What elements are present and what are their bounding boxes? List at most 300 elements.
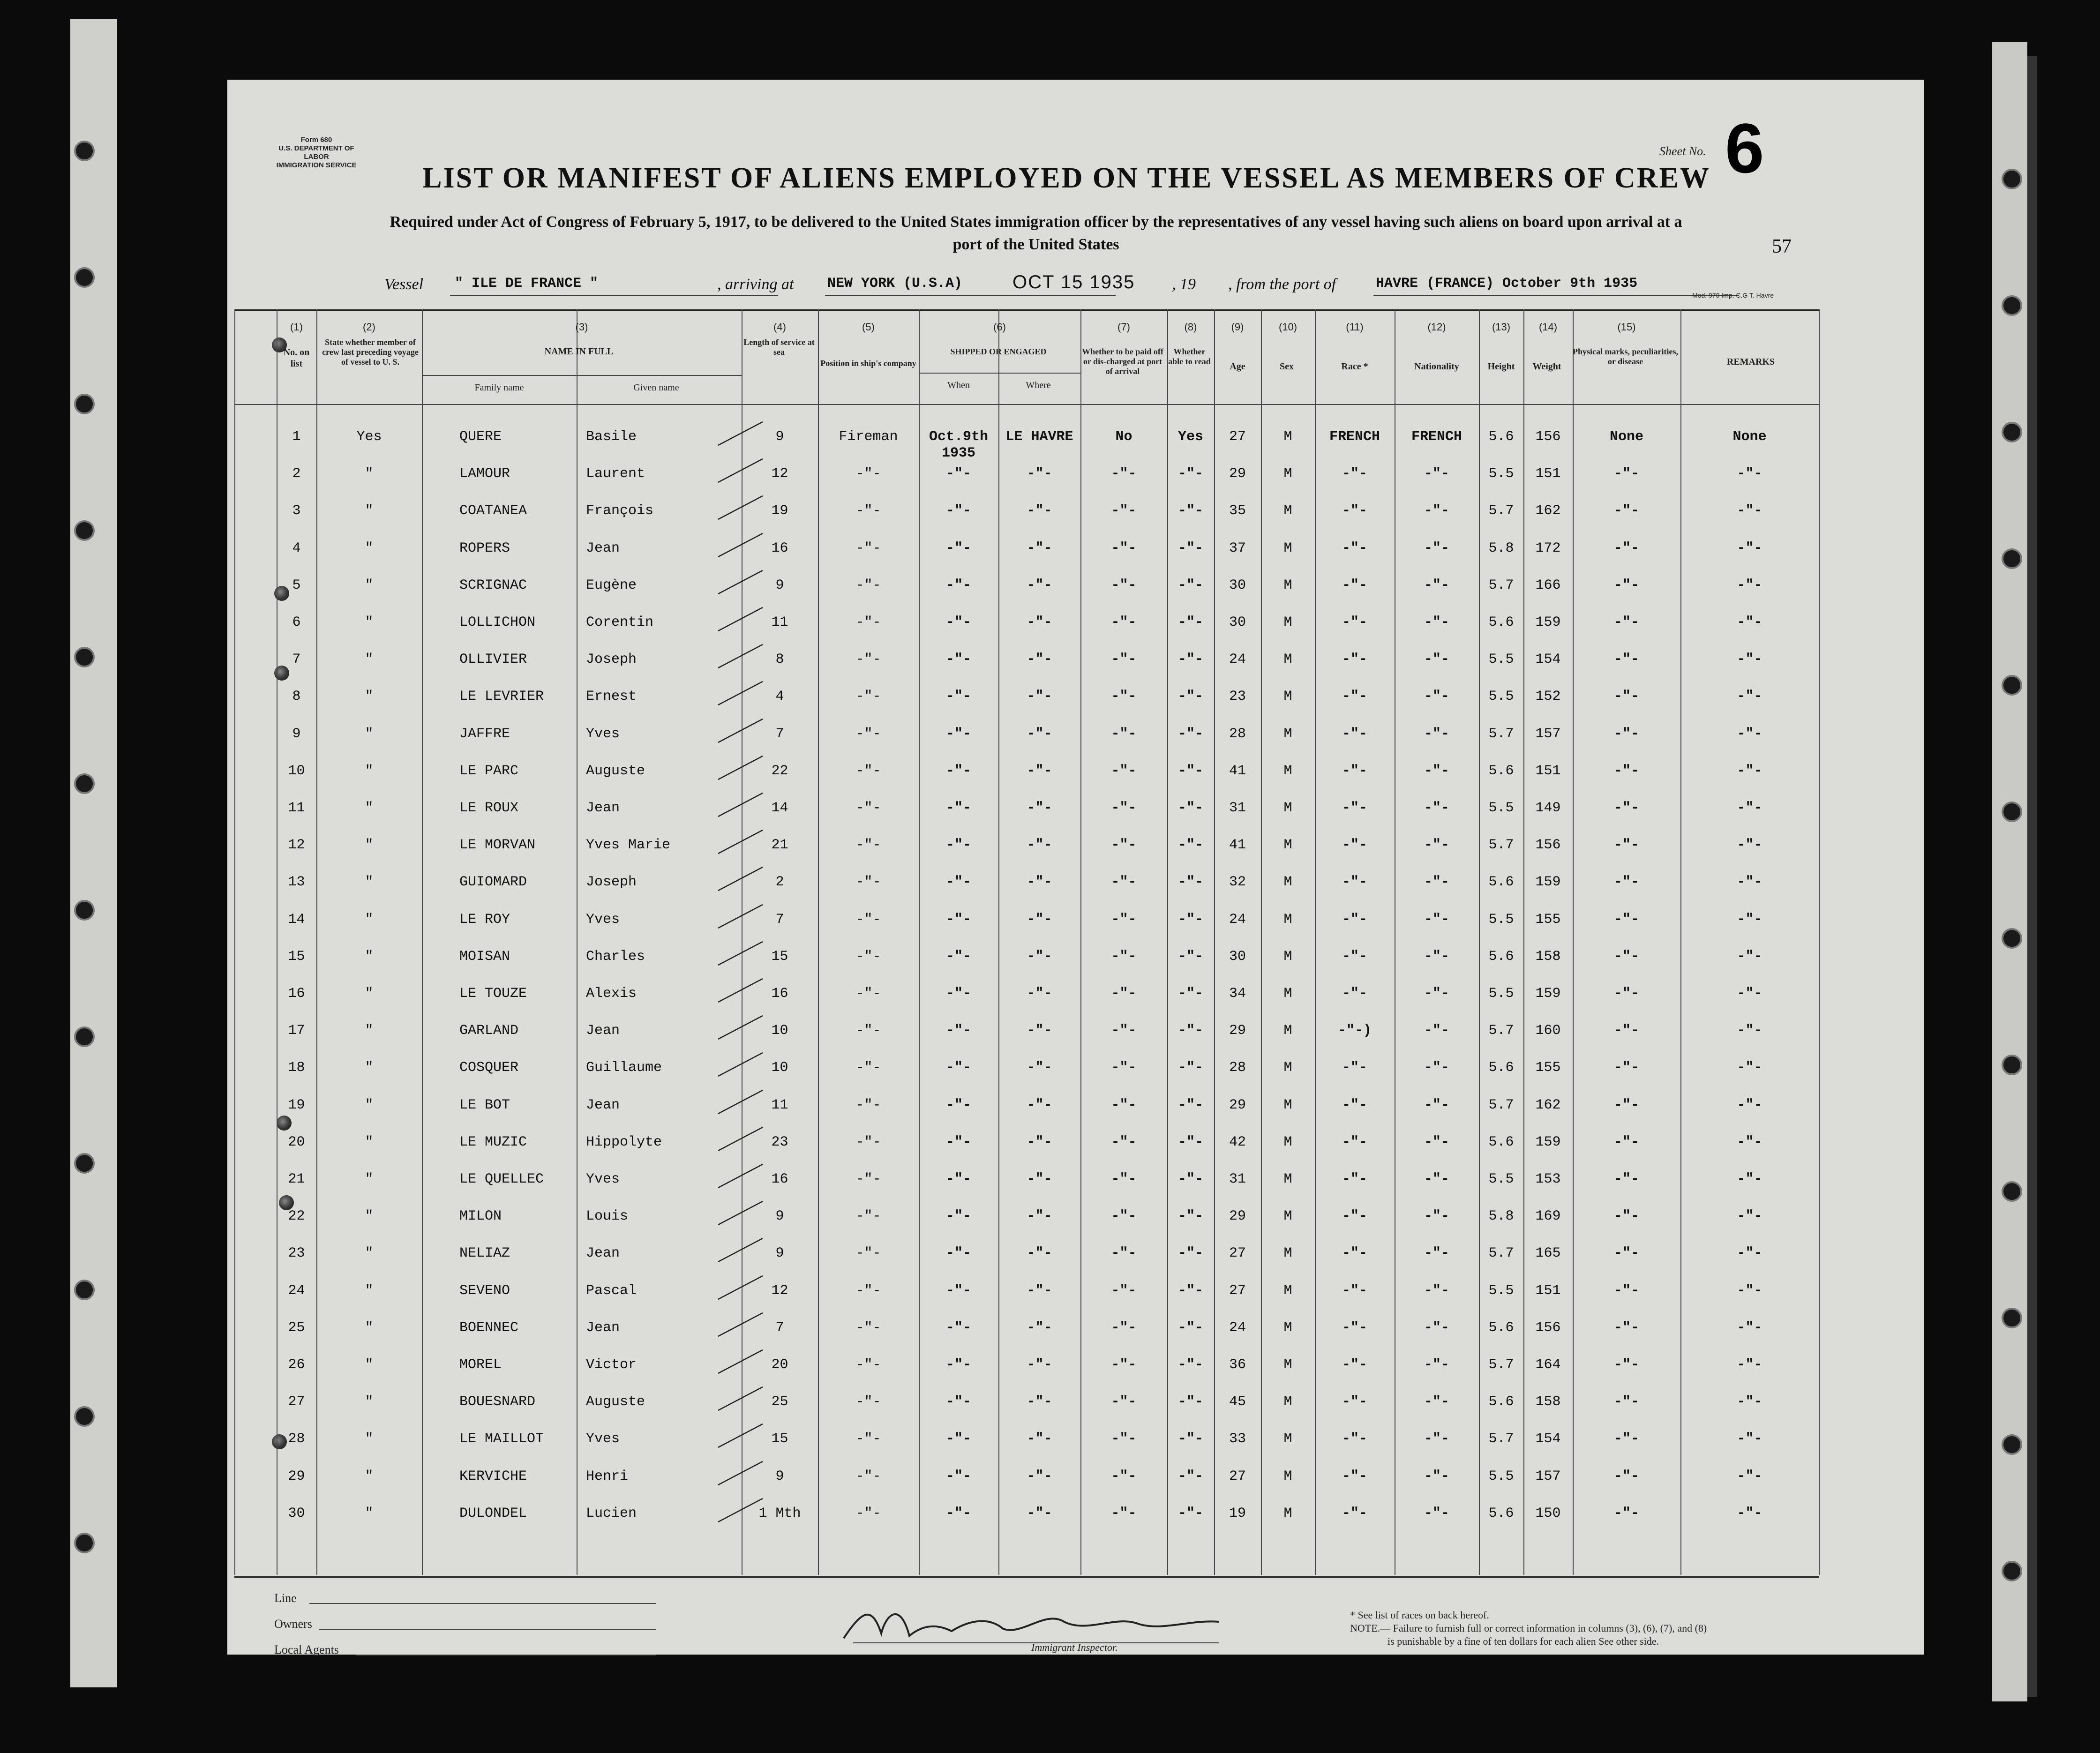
cell-remarks: -"- [1737,614,1762,630]
film-hole-icon [74,773,95,794]
cell-sex: M [1283,1282,1292,1299]
cell-position: -"- [855,1134,881,1150]
cell-given: Charles [586,948,645,965]
cell-height: 5.6 [1488,1319,1514,1336]
cell-paid: -"- [1111,652,1137,668]
cell-state: " [365,540,374,556]
cell-read: -"- [1178,1282,1203,1299]
cell-family: DULONDEL [459,1505,527,1521]
cell-given: Alexis [586,986,637,1002]
cell-where: -"- [1027,726,1052,742]
cell-sex: M [1283,1431,1292,1447]
cell-no: 7 [292,652,301,668]
cell-weight: 157 [1535,1468,1561,1484]
cell-nat: -"- [1424,577,1449,593]
cell-length: 4 [775,689,784,705]
cell-remarks: -"- [1737,1505,1762,1521]
cell-paid: -"- [1111,1468,1137,1484]
cell-position: -"- [855,800,881,816]
column-divider [1214,309,1215,1575]
cell-length: 9 [775,577,784,593]
cell-position: -"- [855,466,881,482]
cell-nat: -"- [1424,1134,1449,1150]
cell-no: 5 [292,577,301,593]
header-remarks: REMARKS [1726,357,1775,367]
owners-label: Owners [274,1617,312,1631]
cell-remarks: -"- [1737,540,1762,556]
column-divider [1819,309,1820,1575]
cell-height: 5.7 [1488,1357,1514,1373]
cell-when: -"- [945,1357,971,1373]
cell-weight: 164 [1535,1357,1561,1373]
column-number: (10) [1278,321,1298,333]
cell-sex: M [1283,577,1292,593]
film-hole-icon [2002,1434,2022,1455]
header-name-in-full: NAME IN FULL [544,346,614,357]
header-position: Position in ship's company [820,359,916,368]
cell-sex: M [1283,1060,1292,1076]
cell-length: 2 [775,874,784,891]
departure-port: HAVRE (FRANCE) October 9th 1935 [1376,276,1638,292]
cell-paid: -"- [1111,800,1137,816]
cell-height: 5.5 [1488,1468,1514,1484]
cell-state: " [365,577,374,593]
footnotes [1350,1609,1781,1648]
cell-given: Yves [586,911,620,928]
column-divider [919,309,920,1575]
check-tick-mark [716,605,767,633]
check-tick-mark [716,1496,767,1524]
cell-no: 9 [292,726,301,742]
cell-no: 19 [288,1097,305,1113]
year-label: , 19 [1172,276,1196,293]
cell-no: 12 [288,837,305,854]
column-divider [577,309,578,1575]
check-tick-mark [716,1422,767,1450]
cell-length: 20 [771,1357,788,1373]
cell-nat: -"- [1424,726,1449,742]
cell-given: Louis [586,1208,629,1225]
cell-age: 28 [1229,1060,1246,1076]
cell-remarks: -"- [1737,1394,1762,1410]
cell-physical: -"- [1613,1394,1639,1410]
cell-when: -"- [945,689,971,705]
film-hole-icon [74,1406,95,1427]
cell-family: SCRIGNAC [459,577,527,593]
cell-given: Yves [586,1431,620,1447]
cell-position: -"- [855,911,881,928]
cell-weight: 158 [1535,948,1561,965]
check-tick-mark [716,902,767,930]
cell-race: -"- [1342,1431,1367,1447]
cell-weight: 152 [1535,689,1561,705]
film-hole-icon [74,520,95,541]
cell-height: 5.6 [1488,614,1514,630]
check-tick-mark [716,1199,767,1227]
cell-where: -"- [1027,1171,1052,1187]
cell-height: 5.6 [1488,1060,1514,1076]
cell-age: 24 [1229,652,1246,668]
cell-age: 29 [1229,1208,1246,1225]
cell-remarks: None [1732,429,1767,445]
cell-race: -"- [1342,1394,1367,1410]
cell-read: -"- [1178,1394,1203,1410]
cell-age: 30 [1229,614,1246,630]
check-tick-mark [716,976,767,1004]
cell-length: 12 [771,1282,788,1299]
cell-position: -"- [855,1357,881,1373]
cell-when: -"- [945,763,971,779]
cell-paid: -"- [1111,986,1137,1002]
film-hole-icon [74,1533,95,1553]
cell-physical: -"- [1613,466,1639,482]
cell-family: LE PARC [459,763,519,779]
header-family-name: Family name [474,382,524,393]
cell-family: SEVENO [459,1282,510,1299]
cell-remarks: -"- [1737,1060,1762,1076]
cell-age: 34 [1229,986,1246,1002]
cell-position: -"- [855,1468,881,1484]
film-hole-icon [2002,1055,2022,1075]
cell-where: -"- [1027,1097,1052,1113]
column-number: (12) [1427,321,1446,333]
cell-no: 14 [288,911,305,928]
cell-family: QUERE [459,429,502,445]
cell-nat: -"- [1424,800,1449,816]
cell-physical: -"- [1613,1171,1639,1187]
cell-given: Jean [586,1023,620,1039]
cell-nat: -"- [1424,1023,1449,1039]
column-divider [277,309,278,1575]
cell-state: " [365,1134,374,1150]
vessel-underline [450,295,778,296]
cell-given: Eugène [586,577,637,593]
cell-where: -"- [1027,540,1052,556]
cell-nat: -"- [1424,652,1449,668]
arrival-underline [825,295,1116,296]
cell-remarks: -"- [1737,1245,1762,1262]
cell-state: " [365,466,374,482]
cell-height: 5.6 [1488,1505,1514,1521]
check-tick-mark [716,457,767,485]
cell-race: -"- [1342,540,1367,556]
cell-paid: -"- [1111,1319,1137,1336]
cell-position: -"- [855,1394,881,1410]
cell-when: -"- [945,1134,971,1150]
cell-age: 42 [1229,1134,1246,1150]
cell-paid: -"- [1111,837,1137,854]
check-tick-mark [716,939,767,967]
cell-weight: 151 [1535,1282,1561,1299]
cell-position: -"- [855,763,881,779]
cell-position: -"- [855,1097,881,1113]
cell-length: 8 [775,652,784,668]
cell-when: -"- [945,1245,971,1262]
cell-where: -"- [1027,1505,1052,1521]
cell-height: 5.6 [1488,1394,1514,1410]
cell-age: 29 [1229,466,1246,482]
cell-physical: -"- [1613,763,1639,779]
cell-nat: -"- [1424,1282,1449,1299]
check-tick-mark [716,1125,767,1153]
cell-physical: -"- [1613,1468,1639,1484]
cell-no: 10 [288,763,305,779]
cell-nat: FRENCH [1411,429,1462,445]
cell-where: -"- [1027,800,1052,816]
cell-position: -"- [855,689,881,705]
cell-length: 11 [771,1097,788,1113]
cell-nat: -"- [1424,763,1449,779]
check-tick-mark [716,679,767,707]
cell-height: 5.6 [1488,763,1514,779]
cell-nat: -"- [1424,540,1449,556]
cell-height: 5.7 [1488,1023,1514,1039]
cell-nat: -"- [1424,1097,1449,1113]
film-hole-icon [2002,675,2022,696]
cell-weight: 172 [1535,540,1561,556]
cell-height: 5.5 [1488,986,1514,1002]
cell-read: -"- [1178,1468,1203,1484]
cell-paid: -"- [1111,1023,1137,1039]
cell-physical: -"- [1613,800,1639,816]
cell-physical: -"- [1613,1134,1639,1150]
cell-where: -"- [1027,911,1052,928]
cell-read: -"- [1178,800,1203,816]
cell-no: 21 [288,1171,305,1187]
cell-read: -"- [1178,652,1203,668]
cell-family: GARLAND [459,1023,519,1039]
cell-remarks: -"- [1737,1431,1762,1447]
cell-nat: -"- [1424,503,1449,519]
cell-no: 26 [288,1357,305,1373]
cell-height: 5.7 [1488,1431,1514,1447]
column-divider [1479,309,1480,1575]
cell-height: 5.7 [1488,577,1514,593]
cell-race: -"-) [1337,1023,1372,1039]
printer-mark: Mod. 970 Imp. C.G T. Havre [1692,292,1774,299]
column-divider [234,309,235,1575]
cell-read: -"- [1178,911,1203,928]
cell-age: 27 [1229,1468,1246,1484]
cell-read: -"- [1178,1357,1203,1373]
cell-position: -"- [855,1023,881,1039]
cell-state: " [365,1394,374,1410]
cell-given: Laurent [586,466,645,482]
cell-when: -"- [945,948,971,965]
cell-weight: 156 [1535,1319,1561,1336]
cell-remarks: -"- [1737,466,1762,482]
cell-family: LE QUELLEC [459,1171,544,1187]
column-divider [998,309,999,1575]
cell-weight: 158 [1535,1394,1561,1410]
cell-where: -"- [1027,577,1052,593]
cell-when: -"- [945,1505,971,1521]
cell-nat: -"- [1424,837,1449,854]
column-divider [1080,309,1081,1575]
cell-remarks: -"- [1737,1023,1762,1039]
cell-where: -"- [1027,1023,1052,1039]
column-divider [1167,309,1168,1575]
column-divider [1523,309,1524,1575]
cell-age: 29 [1229,1023,1246,1039]
cell-height: 5.5 [1488,911,1514,928]
check-tick-mark [716,1348,767,1376]
cell-age: 32 [1229,874,1246,891]
cell-race: -"- [1342,763,1367,779]
cell-given: Ernest [586,689,637,705]
cell-state: " [365,1171,374,1187]
cell-age: 28 [1229,726,1246,742]
cell-read: -"- [1178,1431,1203,1447]
cell-race: -"- [1342,614,1367,630]
cell-length: 9 [775,1245,784,1262]
cell-physical: -"- [1613,1060,1639,1076]
cell-where: -"- [1027,1468,1052,1484]
cell-physical: -"- [1613,1023,1639,1039]
cell-sex: M [1283,911,1292,928]
cell-race: -"- [1342,986,1367,1002]
form-number: Form 680 [300,136,332,144]
cell-position: -"- [855,1319,881,1336]
film-hole-icon [2002,169,2022,189]
cell-when: -"- [945,652,971,668]
cell-physical: -"- [1613,540,1639,556]
check-tick-mark [716,1013,767,1041]
cell-state: " [365,1505,374,1521]
page-title: LIST OR MANIFEST OF ALIENS EMPLOYED ON THE VESSEL AS MEMBERS OF CREW [422,162,1710,194]
manifest-table [234,309,1819,1578]
cell-sex: M [1283,466,1292,482]
cell-no: 15 [288,948,305,965]
cell-nat: -"- [1424,614,1449,630]
cell-state: " [365,763,374,779]
cell-read: -"- [1178,726,1203,742]
column-number: (1) [290,321,303,333]
cell-paid: -"- [1111,1357,1137,1373]
cell-position: -"- [855,503,881,519]
cell-age: 24 [1229,911,1246,928]
cell-state: " [365,1468,374,1484]
cell-remarks: -"- [1737,1468,1762,1484]
cell-family: MILON [459,1208,502,1225]
cell-race: -"- [1342,1171,1367,1187]
cell-family: MOISAN [459,948,510,965]
film-hole-icon [74,647,95,667]
form-header [270,136,363,170]
header-able-read: Whether able to read [1168,347,1211,366]
cell-nat: -"- [1424,1357,1449,1373]
cell-sex: M [1283,1171,1292,1187]
department-name: U.S. DEPARTMENT OF LABOR [278,144,354,161]
cell-position: -"- [855,1245,881,1262]
sheet-number: 6 [1725,109,1764,187]
cell-read: -"- [1178,577,1203,593]
cell-physical: -"- [1613,837,1639,854]
cell-state: " [365,874,374,891]
cell-paid: -"- [1111,874,1137,891]
cell-remarks: -"- [1737,1319,1762,1336]
service-name: IMMIGRATION SERVICE [276,161,357,169]
cell-length: 14 [771,800,788,816]
cell-position: -"- [855,986,881,1002]
cell-paid: -"- [1111,1431,1137,1447]
cell-read: -"- [1178,466,1203,482]
cell-state: " [365,1208,374,1225]
cell-weight: 162 [1535,503,1561,519]
cell-age: 30 [1229,948,1246,965]
cell-nat: -"- [1424,911,1449,928]
cell-sex: M [1283,652,1292,668]
cell-paid: -"- [1111,726,1137,742]
owners-field [319,1629,656,1630]
cell-state: " [365,503,374,519]
cell-family: MOREL [459,1357,502,1373]
cell-where: -"- [1027,1431,1052,1447]
check-tick-mark [716,1050,767,1079]
cell-given: Jean [586,1097,620,1113]
row-1-when-year: 1935 [941,445,975,461]
cell-read: -"- [1178,689,1203,705]
column-number: (4) [773,321,786,333]
cell-no: 24 [288,1282,305,1299]
column-number: (3) [575,321,588,333]
header-physical-marks: Physical marks, peculiarities, or disease [1573,347,1678,366]
cell-when: -"- [945,1060,971,1076]
header-sex: Sex [1280,361,1294,372]
cell-age: 29 [1229,1097,1246,1113]
cell-weight: 155 [1535,1060,1561,1076]
arriving-label: , arriving at [717,276,794,293]
check-tick-mark [716,828,767,856]
subtitle [262,211,1809,256]
cell-nat: -"- [1424,1208,1449,1225]
cell-read: -"- [1178,1060,1203,1076]
check-tick-mark [716,1311,767,1339]
header-state-whether: State whether member of crew last preceding voyage of vessel to U. S. [322,337,419,367]
cell-length: 16 [771,1171,788,1187]
cell-family: LOLLICHON [459,614,536,630]
column-number: (14) [1538,321,1558,333]
header-height: Height [1487,361,1515,372]
cell-remarks: -"- [1737,689,1762,705]
arriving-port: NEW YORK (U.S.A) [827,276,963,292]
check-tick-mark [716,531,767,559]
cell-given: Guillaume [586,1060,662,1076]
cell-position: -"- [855,1208,881,1225]
cell-race: -"- [1342,1468,1367,1484]
cell-weight: 151 [1535,466,1561,482]
check-tick-mark [716,1459,767,1487]
cell-weight: 157 [1535,726,1561,742]
cell-when: -"- [945,1431,971,1447]
header-when: When [947,380,970,390]
cell-state: " [365,726,374,742]
cell-no: 23 [288,1245,305,1262]
vessel-label: Vessel [384,276,424,293]
cell-when: Oct.9th [929,429,989,445]
cell-when: -"- [945,1282,971,1299]
cell-where: -"- [1027,948,1052,965]
cell-sex: M [1283,503,1292,519]
cell-length: 7 [775,1319,784,1336]
cell-read: -"- [1178,1245,1203,1262]
cell-paid: -"- [1111,540,1137,556]
film-hole-icon [2002,548,2022,569]
cell-weight: 159 [1535,986,1561,1002]
cell-race: -"- [1342,911,1367,928]
cell-age: 19 [1229,1505,1246,1521]
cell-physical: None [1609,429,1643,445]
